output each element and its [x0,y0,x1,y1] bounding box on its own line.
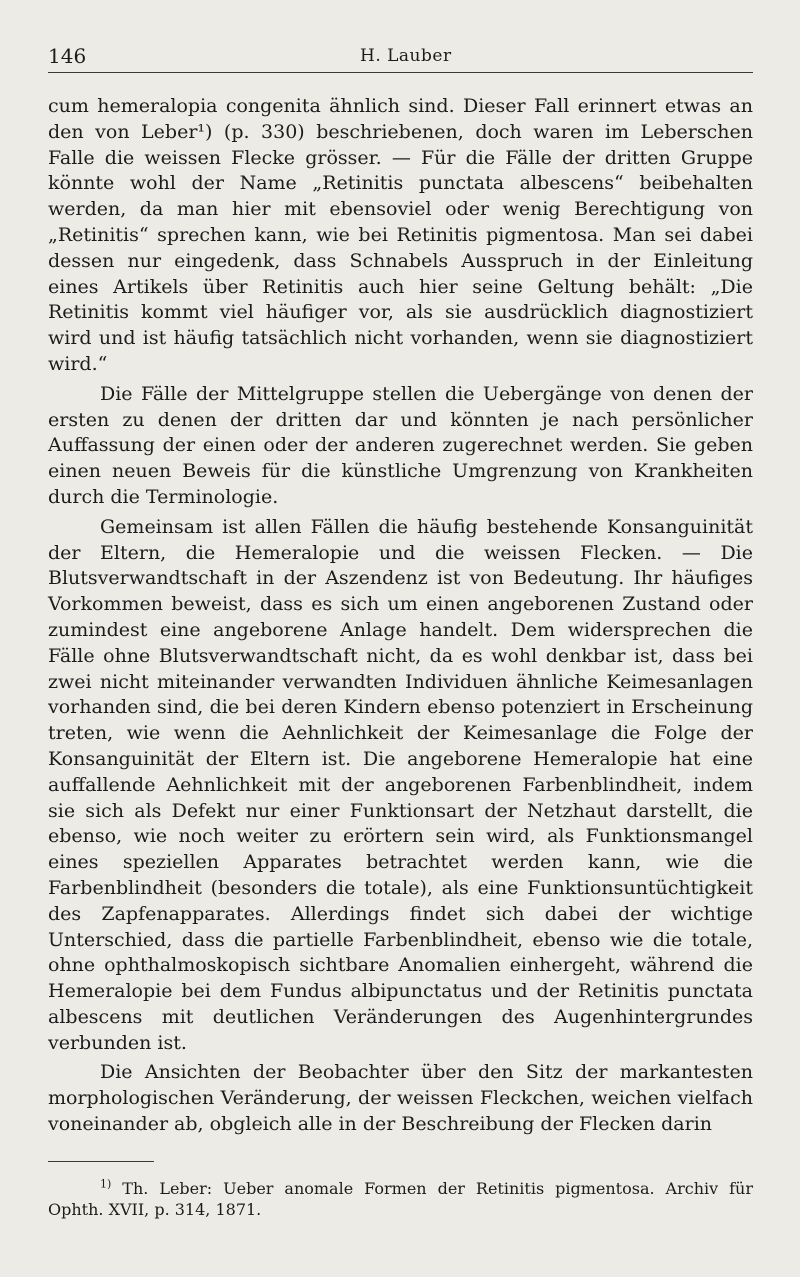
paragraph-4: Die Ansichten der Beobachter über den Sitz der markantesten morphologischen Veränderung, der weissen Fleckchen, weichen vielfach voneinander ab, obgleich alle in der Beschreibung der Flecken darin [48,1061,753,1136]
page-header [48,44,753,73]
paragraph-3: Gemeinsam ist allen Fällen die häufig bestehende Konsanguinität der Eltern, die Hemeralopie und die weissen Flecken. — Die Blutsverwandtschaft in der Aszendenz ist von Bedeutung. Ihr häufiges Vorkommen beweist, dass es sich um einen angeborenen Zustand oder zumindest eine angeborene Anlage handelt. Dem widersprechen die Fälle ohne Blutsverwandtschaft nicht, da es wohl denkbar ist, dass bei zwei nicht miteinander verwandten Individuen ähnliche Keimesanlagen vorhanden sind, die bei deren Kindern ebenso potenziert in Erscheinung treten, wie wenn die Aehnlichkeit der Keimesanlage die Folge der Konsanguinität der Eltern ist. Die angeborene Hemeralopie hat eine auffallende Aehnlichkeit mit der angeborenen Farbenblindheit, indem sie sich als Defekt nur einer Funktionsart der Netzhaut darstellt, die ebenso, wie noch weiter zu erörtern sein wird, als Funktionsmangel eines speziellen Apparates betrachtet werden kann, wie die Farbenblindheit (besonders die totale), als eine Funktionsuntüchtigkeit des Zapfenapparates. Allerdings findet sich dabei der wichtige Unterschied, dass die partielle Farbenblindheit, ebenso wie die totale, ohne ophthalmoskopisch sichtbare Anomalien einhergeht, während die Hemeralopie bei dem Fundus albipunctatus und der Retinitis punctata albescens mit deutlichen Veränderungen des Augenhintergrundes verbunden ist. [48,515,753,1054]
paragraph-1: cum hemeralopia congenita ähnlich sind. Dieser Fall erinnert etwas an den von Leber¹) (p. 330) beschriebenen, doch waren im Leberschen Falle die weissen Flecke grösser. — Für die Fälle der dritten Gruppe könnte wohl der Name „Retinitis punctata albescens“ beibehalten werden, da man hier mit ebensoviel oder wenig Berechtigung von „Retinitis“ sprechen kann, wie bei Retinitis pigmentosa. Man sei dabei dessen nur eingedenk, dass Schnabels Ausspruch in der Einleitung eines Artikels über Retinitis auch hier seine Geltung behält: „Die Retinitis kommt viel häufiger vor, als sie ausdrücklich diagnostiziert wird und ist häufig tatsächlich nicht vorhanden, wenn sie diagnostiziert wird.“ [48,95,753,375]
running-head: H. Lauber [360,46,452,66]
body-text [48,94,753,1138]
footnote-rule [48,1161,154,1162]
page-number: 146 [48,44,87,68]
paragraph-2: Die Fälle der Mittelgruppe stellen die Uebergänge von denen der ersten zu denen der dritten dar und könnten je nach persönlicher Auffassung der einen oder der anderen zugerechnet werden. Sie geben einen neuen Beweis für die künstliche Umgrenzung von Krankheiten durch die Terminologie. [48,382,753,508]
footnote [48,1178,753,1220]
footnote-text: Th. Leber: Ueber anomale Formen der Retinitis pigmentosa. Archiv für Ophth. XVII, p. 314, 1871. [48,1179,754,1219]
footnote-mark: 1) [100,1177,112,1191]
